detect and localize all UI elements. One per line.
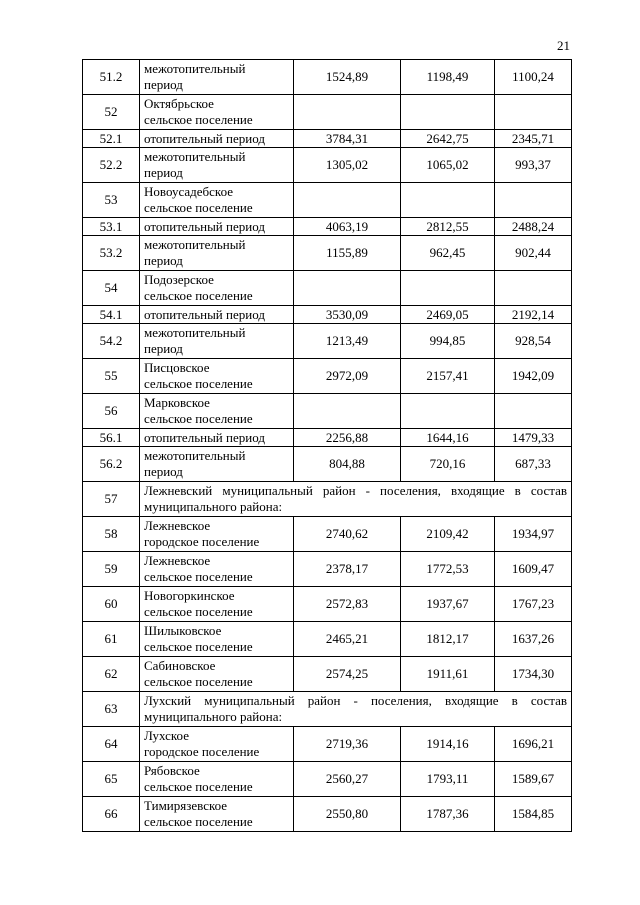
settlement-name: Марковское сельское поселение	[140, 394, 294, 429]
table-row	[83, 692, 572, 727]
row-number: 52.2	[83, 148, 140, 183]
settlement-name: межотопительный период	[140, 447, 294, 482]
table-row	[83, 447, 572, 482]
row-number: 52	[83, 95, 140, 130]
table-row	[83, 271, 572, 306]
settlement-name: Лежневское сельское поселение	[140, 552, 294, 587]
table-row	[83, 236, 572, 271]
value-cell: 1479,33	[495, 429, 572, 447]
value-cell: 962,45	[401, 236, 495, 271]
row-number: 57	[83, 482, 140, 517]
value-cell	[294, 271, 401, 306]
settlement-name: Новогоркинское сельское поселение	[140, 587, 294, 622]
value-cell	[401, 394, 495, 429]
value-cell	[495, 95, 572, 130]
settlement-name: Лухское городское поселение	[140, 727, 294, 762]
table-row	[83, 727, 572, 762]
table-row	[83, 306, 572, 324]
value-cell: 928,54	[495, 324, 572, 359]
row-number: 59	[83, 552, 140, 587]
value-cell: 2719,36	[294, 727, 401, 762]
value-cell: 1524,89	[294, 60, 401, 95]
value-cell: 2192,14	[495, 306, 572, 324]
settlement-name: межотопительный период	[140, 148, 294, 183]
value-cell: 2378,17	[294, 552, 401, 587]
value-cell	[401, 95, 495, 130]
value-cell: 1911,61	[401, 657, 495, 692]
value-cell: 2740,62	[294, 517, 401, 552]
table-row	[83, 552, 572, 587]
value-cell: 1609,47	[495, 552, 572, 587]
value-cell: 902,44	[495, 236, 572, 271]
row-number: 51.2	[83, 60, 140, 95]
table-row	[83, 517, 572, 552]
settlement-name: межотопительный период	[140, 236, 294, 271]
row-number: 66	[83, 797, 140, 832]
settlement-name: межотопительный период	[140, 324, 294, 359]
value-cell	[495, 394, 572, 429]
table-row	[83, 762, 572, 797]
value-cell: 2642,75	[401, 130, 495, 148]
table-row	[83, 218, 572, 236]
value-cell: 993,37	[495, 148, 572, 183]
row-number: 60	[83, 587, 140, 622]
table-row	[83, 429, 572, 447]
row-number: 61	[83, 622, 140, 657]
section-heading: Лежневский муниципальный район - поселения, входящие в состав муниципального района:	[140, 482, 572, 517]
value-cell: 2972,09	[294, 359, 401, 394]
value-cell: 1734,30	[495, 657, 572, 692]
value-cell: 1934,97	[495, 517, 572, 552]
table-row	[83, 622, 572, 657]
value-cell: 2109,42	[401, 517, 495, 552]
row-number: 53	[83, 183, 140, 218]
value-cell: 1942,09	[495, 359, 572, 394]
settlement-name: отопительный период	[140, 429, 294, 447]
value-cell: 2550,80	[294, 797, 401, 832]
row-number: 63	[83, 692, 140, 727]
value-cell: 1812,17	[401, 622, 495, 657]
value-cell	[294, 394, 401, 429]
row-number: 62	[83, 657, 140, 692]
row-number: 54.1	[83, 306, 140, 324]
value-cell: 687,33	[495, 447, 572, 482]
table-row	[83, 95, 572, 130]
value-cell: 2157,41	[401, 359, 495, 394]
value-cell: 804,88	[294, 447, 401, 482]
settlement-name: отопительный период	[140, 306, 294, 324]
value-cell: 2345,71	[495, 130, 572, 148]
table-row	[83, 587, 572, 622]
row-number: 55	[83, 359, 140, 394]
settlement-name: межотопительный период	[140, 60, 294, 95]
value-cell: 1637,26	[495, 622, 572, 657]
tariff-table	[82, 59, 572, 832]
settlement-name: Шилыковское сельское поселение	[140, 622, 294, 657]
value-cell: 1198,49	[401, 60, 495, 95]
value-cell: 3530,09	[294, 306, 401, 324]
settlement-name: Рябовское сельское поселение	[140, 762, 294, 797]
settlement-name: Подозерское сельское поселение	[140, 271, 294, 306]
value-cell: 2488,24	[495, 218, 572, 236]
table-row	[83, 657, 572, 692]
table-row	[83, 482, 572, 517]
value-cell: 1937,67	[401, 587, 495, 622]
value-cell: 1696,21	[495, 727, 572, 762]
value-cell: 3784,31	[294, 130, 401, 148]
row-number: 52.1	[83, 130, 140, 148]
row-number: 64	[83, 727, 140, 762]
value-cell: 1065,02	[401, 148, 495, 183]
value-cell: 1914,16	[401, 727, 495, 762]
value-cell: 1767,23	[495, 587, 572, 622]
value-cell: 1772,53	[401, 552, 495, 587]
row-number: 56.1	[83, 429, 140, 447]
row-number: 56	[83, 394, 140, 429]
table-row	[83, 130, 572, 148]
value-cell: 2574,25	[294, 657, 401, 692]
page-number: 21	[557, 38, 570, 53]
value-cell: 1100,24	[495, 60, 572, 95]
settlement-name: Новоусадебское сельское поселение	[140, 183, 294, 218]
table-row	[83, 394, 572, 429]
table-row	[83, 183, 572, 218]
value-cell	[495, 271, 572, 306]
table-row	[83, 797, 572, 832]
value-cell: 1644,16	[401, 429, 495, 447]
settlement-name: Лежневское городское поселение	[140, 517, 294, 552]
row-number: 54.2	[83, 324, 140, 359]
row-number: 58	[83, 517, 140, 552]
value-cell: 2812,55	[401, 218, 495, 236]
value-cell	[401, 183, 495, 218]
settlement-name: Сабиновское сельское поселение	[140, 657, 294, 692]
section-heading: Лухский муниципальный район - поселения, входящие в состав муниципального района:	[140, 692, 572, 727]
row-number: 53.1	[83, 218, 140, 236]
value-cell: 1305,02	[294, 148, 401, 183]
value-cell: 994,85	[401, 324, 495, 359]
settlement-name: Тимирязевское сельское поселение	[140, 797, 294, 832]
table-row	[83, 359, 572, 394]
row-number: 56.2	[83, 447, 140, 482]
settlement-name: Писцовское сельское поселение	[140, 359, 294, 394]
value-cell: 1589,67	[495, 762, 572, 797]
value-cell: 1787,36	[401, 797, 495, 832]
table-row	[83, 324, 572, 359]
row-number: 65	[83, 762, 140, 797]
settlement-name: отопительный период	[140, 218, 294, 236]
value-cell: 1155,89	[294, 236, 401, 271]
value-cell: 4063,19	[294, 218, 401, 236]
table-row	[83, 148, 572, 183]
value-cell: 2560,27	[294, 762, 401, 797]
value-cell: 2572,83	[294, 587, 401, 622]
value-cell: 1584,85	[495, 797, 572, 832]
row-number: 54	[83, 271, 140, 306]
value-cell: 1213,49	[294, 324, 401, 359]
value-cell: 2465,21	[294, 622, 401, 657]
settlement-name: Октябрьское сельское поселение	[140, 95, 294, 130]
value-cell	[294, 95, 401, 130]
settlement-name: отопительный период	[140, 130, 294, 148]
table-row	[83, 60, 572, 95]
row-number: 53.2	[83, 236, 140, 271]
value-cell	[294, 183, 401, 218]
value-cell: 720,16	[401, 447, 495, 482]
value-cell: 2256,88	[294, 429, 401, 447]
value-cell	[401, 271, 495, 306]
value-cell: 2469,05	[401, 306, 495, 324]
value-cell: 1793,11	[401, 762, 495, 797]
value-cell	[495, 183, 572, 218]
